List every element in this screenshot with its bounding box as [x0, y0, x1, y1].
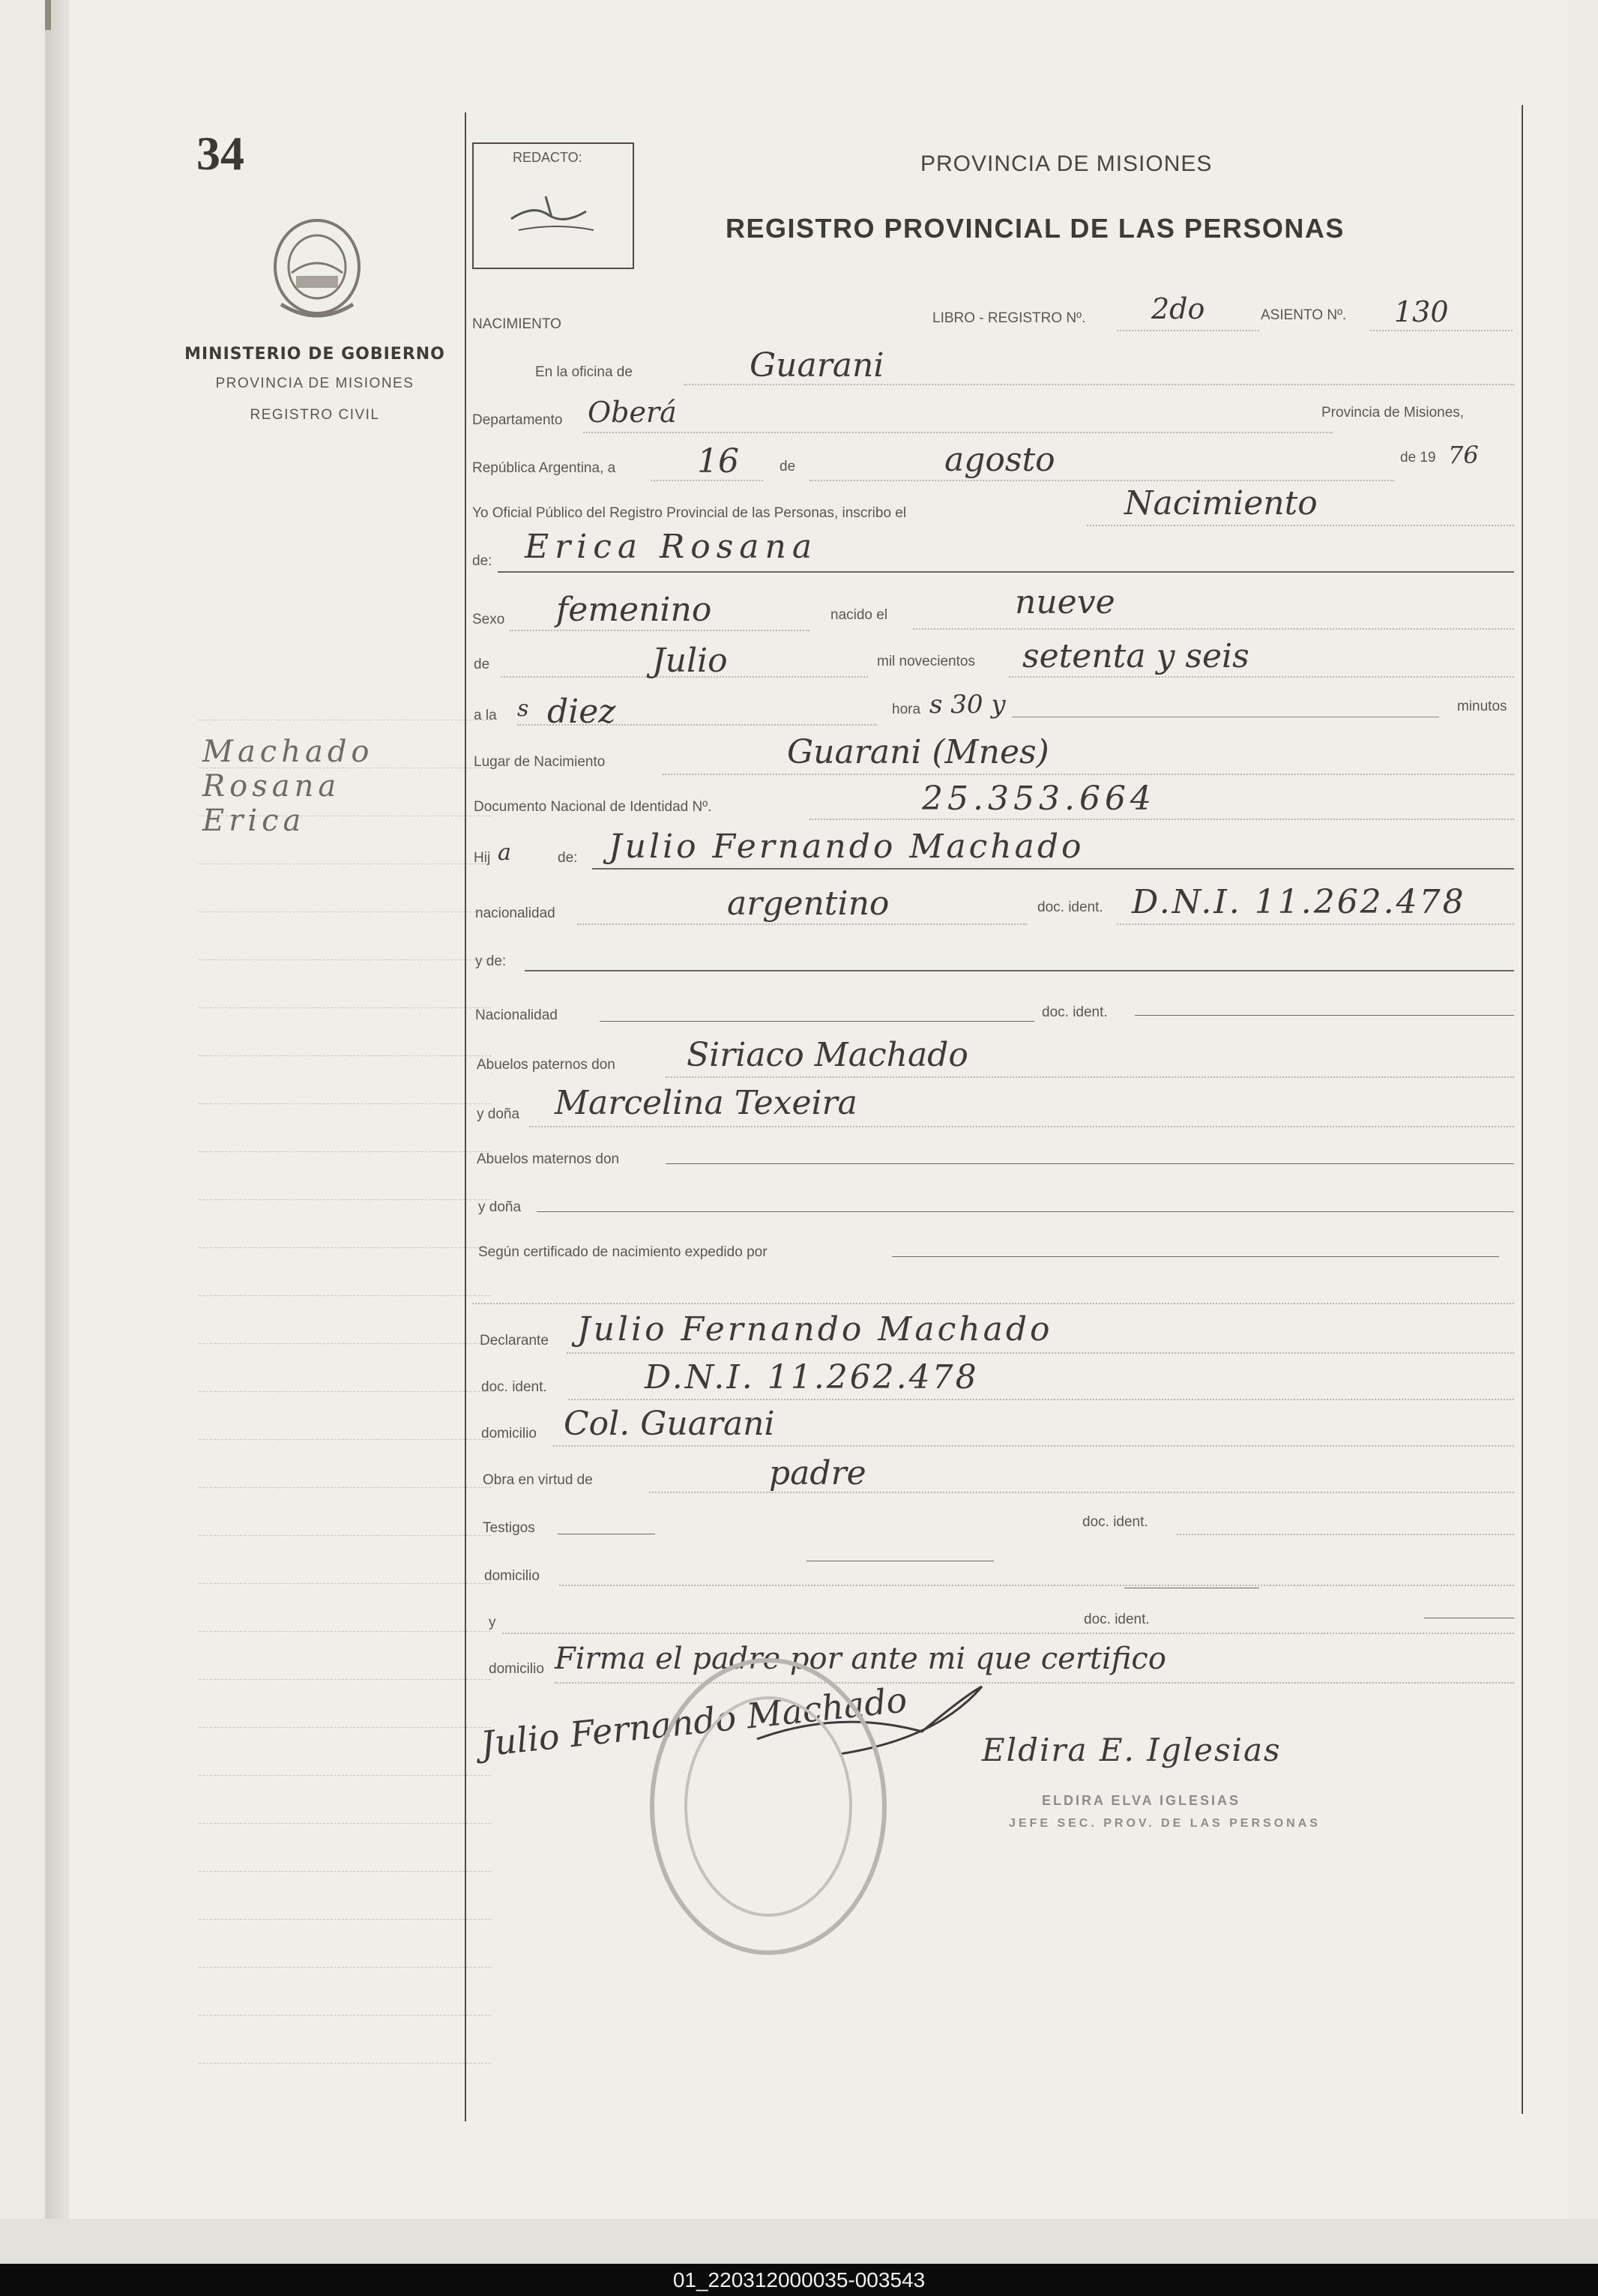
- margin-note-line: Erica: [202, 804, 306, 838]
- doc-ident-testigo2-label: doc. ident.: [1084, 1612, 1150, 1627]
- margin-rule: [199, 1007, 491, 1008]
- margin-rule: [199, 1439, 491, 1440]
- abuela-paterna-value: Marcelina Texeira: [555, 1084, 857, 1122]
- year-value: 76: [1448, 441, 1479, 469]
- nombre-value: Erica Rosana: [525, 528, 818, 566]
- page-number: 34: [196, 127, 244, 180]
- redacto-box: [472, 142, 634, 269]
- dni-label: Documento Nacional de Identidad Nº.: [474, 799, 712, 815]
- margin-rule: [199, 1391, 491, 1392]
- doc-ident-padre-label: doc. ident.: [1037, 900, 1103, 915]
- declarante-label: Declarante: [480, 1333, 549, 1349]
- oficina-label: En la oficina de: [535, 364, 633, 380]
- stamp-title: JEFE SEC. PROV. DE LAS PERSONAS: [1009, 1817, 1321, 1830]
- yo-oficial-label: Yo Oficial Público del Registro Provincial de las Personas, inscribo el: [472, 505, 907, 521]
- scan-bottom-edge: [0, 2219, 1598, 2264]
- a-las-suffix: s: [517, 696, 529, 722]
- obra-label: Obra en virtud de: [483, 1472, 593, 1488]
- ministry-name: MINISTERIO DE GOBIERNO: [184, 345, 445, 364]
- provincia-label: Provincia de Misiones,: [1321, 405, 1465, 421]
- margin-rule: [199, 1343, 491, 1344]
- margin-rule: [199, 1871, 491, 1872]
- margin-rule: [199, 1919, 491, 1920]
- margin-rule: [199, 1295, 491, 1296]
- ministry-province: PROVINCIA DE MISIONES: [215, 376, 414, 391]
- minutos-value: s 30 y: [929, 690, 1006, 720]
- sexo-value: femenino: [556, 591, 712, 629]
- sexo-label: Sexo: [472, 612, 505, 627]
- nacido-mes-value: Julio: [652, 642, 728, 680]
- abuelos-paternos-label: Abuelos paternos don: [477, 1057, 615, 1073]
- hijo-label: Hij: [474, 850, 491, 866]
- book-spine: [45, 0, 51, 30]
- hijo-de-label: de:: [558, 850, 578, 866]
- margin-rule: [199, 1247, 491, 1248]
- nacido-label: nacido el: [830, 607, 888, 623]
- margin-rule: [199, 1679, 491, 1680]
- margin-rule: [199, 2063, 491, 2064]
- margin-rule: [199, 1823, 491, 1824]
- departamento-value: Oberá: [588, 396, 677, 429]
- margin-rule: [199, 1535, 491, 1536]
- margin-annotation: [202, 735, 472, 838]
- margin-rule: [199, 1775, 491, 1776]
- mil-novecientos-label: mil novecientos: [877, 654, 975, 669]
- domicilio-value: Col. Guarani: [564, 1405, 775, 1443]
- official-stamp: [645, 1649, 892, 1964]
- abuela-paterna-label: y doña: [477, 1106, 520, 1122]
- margin-rule: [199, 1487, 491, 1488]
- libro-registro-label: LIBRO - REGISTRO Nº.: [932, 310, 1086, 326]
- asiento-label: ASIENTO Nº.: [1261, 307, 1347, 323]
- margin-rule: [199, 1967, 491, 1968]
- domicilio-testigo-label: domicilio: [484, 1568, 540, 1584]
- doc-declarante-value: D.N.I. 11.262.478: [645, 1358, 979, 1396]
- minutos-label: minutos: [1457, 699, 1507, 714]
- republica-label: República Argentina, a: [472, 460, 616, 476]
- day-value: 16: [697, 442, 739, 480]
- asiento-number: 130: [1394, 295, 1449, 328]
- mes-nac-label: de: [474, 657, 490, 672]
- form-frame-left: [465, 112, 466, 2121]
- de-name-label: de:: [472, 553, 492, 569]
- doc-ident-testigo-label: doc. ident.: [1082, 1514, 1148, 1530]
- oficial-signature: Eldira E. Iglesias: [982, 1732, 1282, 1768]
- libro-number: 2do: [1151, 292, 1205, 325]
- ministry-registry: REGISTRO CIVIL: [250, 407, 380, 423]
- oficina-value: Guarani: [750, 346, 884, 385]
- margin-note-line: Rosana: [202, 769, 341, 804]
- stamp-name: ELDIRA ELVA IGLESIAS: [1042, 1793, 1241, 1808]
- dni-value: 25.353.664: [922, 780, 1156, 818]
- ministry-header: [172, 345, 457, 424]
- registry-title: REGISTRO PROVINCIAL DE LAS PERSONAS: [726, 213, 1345, 244]
- margin-ruled-lines: [199, 720, 491, 2129]
- month-value: agosto: [944, 441, 1055, 479]
- a-las-label: a la: [474, 708, 497, 723]
- doc-ident-declarante-label: doc. ident.: [481, 1379, 547, 1395]
- redacto-label: REDACTO:: [513, 150, 582, 165]
- doc-ident-madre-label: doc. ident.: [1042, 1004, 1108, 1020]
- margin-rule: [199, 1199, 491, 1200]
- domicilio-testigo2-label: domicilio: [489, 1661, 544, 1677]
- nacimiento-label: NACIMIENTO: [472, 316, 561, 332]
- observacion-value: Firma el padre por ante mi que certifico: [555, 1642, 1166, 1676]
- nacido-dia-value: nueve: [1015, 583, 1115, 621]
- margin-rule: [199, 1727, 491, 1728]
- y-testigo-label: y: [489, 1615, 496, 1630]
- declarante-signature: Julio Fernando Machado: [478, 1679, 909, 1765]
- doc-padre-value: D.N.I. 11.262.478: [1132, 883, 1466, 921]
- nacido-anio-value: setenta y seis: [1022, 637, 1249, 675]
- hora-label: hora: [892, 702, 921, 717]
- hora-value: diez: [547, 693, 616, 731]
- province-title: PROVINCIA DE MISIONES: [920, 151, 1213, 176]
- year-label: de 19: [1400, 450, 1436, 465]
- y-de-label: y de:: [475, 953, 507, 969]
- lugar-value: Guarani (Mnes): [787, 733, 1049, 771]
- segun-certificado-label: Según certificado de nacimiento expedido por: [478, 1244, 768, 1260]
- abuelo-paterno-value: Siriaco Machado: [687, 1036, 968, 1074]
- margin-rule: [199, 2015, 491, 2016]
- nacionalidad-padre-value: argentino: [727, 885, 890, 923]
- declarante-value: Julio Fernando Machado: [577, 1310, 1053, 1349]
- obra-value: padre: [769, 1454, 866, 1492]
- initials-mark: [496, 189, 609, 241]
- de-label: de: [780, 459, 796, 474]
- margin-rule: [199, 959, 491, 960]
- abuela-materna-label: y doña: [478, 1199, 522, 1215]
- image-caption: 01_220312000035-003543: [0, 2264, 1598, 2296]
- coat-of-arms-seal: [266, 214, 368, 327]
- margin-rule: [199, 1151, 491, 1152]
- form-frame-right: [1522, 105, 1523, 2114]
- margin-note-line: Machado: [202, 735, 374, 769]
- lugar-label: Lugar de Nacimiento: [474, 754, 606, 770]
- inscribo-value: Nacimiento: [1124, 484, 1318, 522]
- margin-rule: [199, 1103, 491, 1104]
- hijo-suffix: a: [498, 840, 511, 866]
- nacionalidad-padre-label: nacionalidad: [475, 906, 555, 921]
- nacionalidad-madre-label: Nacionalidad: [475, 1007, 558, 1023]
- testigos-label: Testigos: [483, 1520, 535, 1536]
- domicilio-label: domicilio: [481, 1426, 537, 1441]
- margin-rule: [199, 1055, 491, 1056]
- departamento-label: Departamento: [472, 412, 563, 428]
- padre-value: Julio Fernando Machado: [609, 828, 1085, 866]
- margin-rule: [199, 1631, 491, 1632]
- abuelos-maternos-label: Abuelos maternos don: [477, 1151, 620, 1167]
- margin-rule: [199, 1583, 491, 1584]
